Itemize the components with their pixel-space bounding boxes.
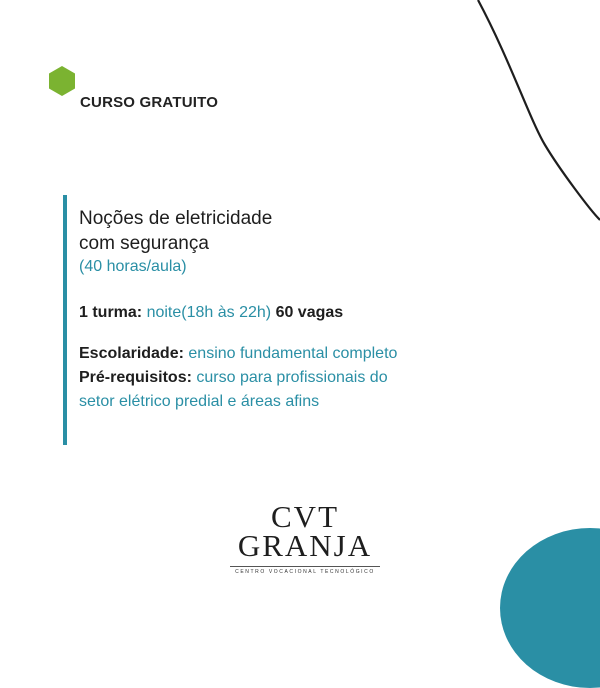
education-line [79, 342, 579, 366]
logo-subtitle: CENTRO VOCACIONAL TECNOLÓGICO [230, 566, 380, 575]
class-info-line [79, 302, 579, 324]
requirements-block [79, 342, 579, 414]
course-title-line2: com segurança [79, 233, 209, 254]
class-count-label: 1 turma: [79, 304, 143, 321]
logo-line1: CVT [271, 499, 339, 534]
course-tag-label: CURSO GRATUITO [80, 94, 219, 111]
cvt-granja-logo [230, 499, 380, 575]
logo-line2: GRANJA [237, 528, 373, 563]
prereq-line [79, 366, 579, 390]
course-title [79, 206, 579, 256]
prereq-value-line1: curso para profissionais do [196, 369, 388, 386]
course-hours: (40 horas/aula) [79, 258, 187, 275]
prereq-line-2 [79, 390, 579, 414]
class-vacancies: 60 vagas [275, 304, 344, 321]
education-label: Escolaridade: [79, 345, 184, 362]
prereq-label: Pré-requisitos: [79, 369, 192, 386]
course-info [79, 206, 579, 414]
prereq-value-line2: setor elétrico predial e áreas afins [79, 393, 320, 410]
education-value: ensino fundamental completo [188, 345, 398, 362]
class-schedule: noite(18h às 22h) [146, 304, 272, 321]
accent-bar [63, 195, 67, 445]
course-title-line1: Noções de eletricidade [79, 208, 273, 229]
